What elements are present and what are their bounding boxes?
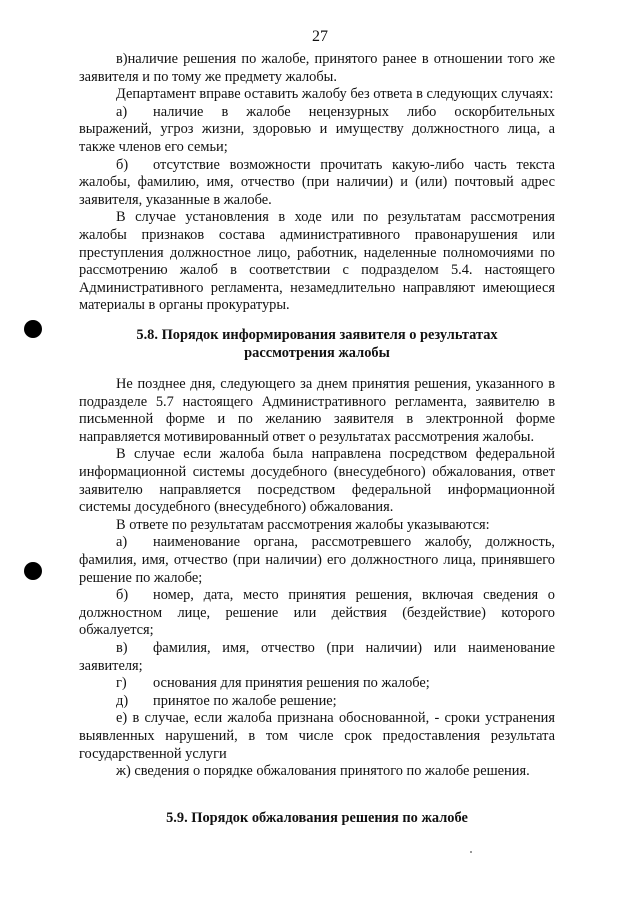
section-5-8-heading-line1: 5.8. Порядок информирования заявителя о результатах bbox=[136, 326, 498, 343]
paragraph-e: е) в случае, если жалоба признана обоснованной, - сроки устранения выявленных нарушений, в том числе срок предоставления результата государственной услуги bbox=[79, 710, 555, 762]
list-text: основания для принятия решения по жалобе; bbox=[153, 675, 430, 692]
list-text: наименование органа, рассмотревшего жалобу, должность, фамилия, имя, отчество (при наличии) его должностного лица, принявшего решение по жалобе; bbox=[79, 534, 555, 586]
list-item bbox=[79, 104, 555, 157]
list-marker: б) bbox=[116, 587, 129, 604]
paragraph-v-otvete: В ответе по результатам рассмотрения жалобы указываются: bbox=[116, 516, 490, 533]
scan-speck bbox=[470, 851, 472, 853]
section-5-9-heading: 5.9. Порядок обжалования решения по жалобе bbox=[166, 809, 468, 826]
list-item bbox=[79, 534, 555, 587]
list-item bbox=[79, 587, 555, 640]
list-text: номер, дата, место принятия решения, включая сведения о должностном лице, решение или действия (бездействие) которого обжалуется; bbox=[79, 587, 555, 639]
list-text: отсутствие возможности прочитать какую-либо часть текста жалобы, фамилию, имя, отчество (при наличии) и (или) почтовый адрес заявителя, указанные в жалобе. bbox=[79, 156, 555, 208]
paragraph-v-nalichie: в)наличие решения по жалобе, принятого ранее в отношении того же заявителя и по тому же предмету жалобы. bbox=[79, 51, 555, 85]
section-5-8-heading bbox=[79, 327, 555, 362]
list-text: принятое по жалобе решение; bbox=[153, 692, 337, 709]
list-item bbox=[79, 157, 555, 210]
list-marker: а) bbox=[116, 534, 128, 551]
document-body bbox=[79, 51, 555, 827]
section-5-8-heading-line2: рассмотрения жалобы bbox=[244, 344, 390, 361]
list-item bbox=[79, 675, 555, 693]
paragraph-department: Департамент вправе оставить жалобу без ответа в следующих случаях: bbox=[116, 86, 554, 103]
list-text: фамилия, имя, отчество (при наличии) или наименование заявителя; bbox=[79, 640, 555, 674]
list-marker: в) bbox=[116, 640, 128, 656]
list-marker: г) bbox=[116, 675, 127, 692]
paragraph-ne-pozdnee: Не позднее дня, следующего за днем принятия решения, указанного в подразделе 5.7 настоящего Административного регламента, заявителю в письменной форме и по желанию заявителя в электронной форме направляется мотивированный ответ о результатах рассмотрения жалобы. bbox=[79, 376, 555, 445]
list-marker: д) bbox=[116, 692, 129, 709]
punch-hole-top bbox=[24, 320, 42, 338]
list-item bbox=[79, 693, 555, 711]
paragraph-federal: В случае если жалоба была направлена посредством федеральной информационной системы досудебного (внесудебного) обжалования, ответ заявителю направляется посредством федеральной информационной системы досудебного (внесудебного) обжалования. bbox=[79, 446, 555, 516]
paragraph-zh: ж) сведения о порядке обжалования принятого по жалобе решения. bbox=[116, 763, 530, 780]
paragraph-v-sluchae: В случае установления в ходе или по результатам рассмотрения жалобы признаков состава административного правонарушения или преступления должностное лицо, работник, наделенные полномочиями по рассмотрению жалоб в соответствии с подразделом 5.4. настоящего Административного регламента, незамедлительно направляют имеющиеся материалы в органы прокуратуры. bbox=[79, 209, 555, 314]
list-marker: б) bbox=[116, 156, 129, 173]
page-number: 27 bbox=[312, 28, 328, 45]
list-item bbox=[79, 640, 555, 675]
list-text: наличие в жалобе нецензурных либо оскорбительных выражений, угроз жизни, здоровью и имуществу должностного лица, а также членов его семьи; bbox=[79, 103, 555, 155]
punch-hole-bottom bbox=[24, 562, 42, 580]
list-marker: а) bbox=[116, 103, 128, 120]
